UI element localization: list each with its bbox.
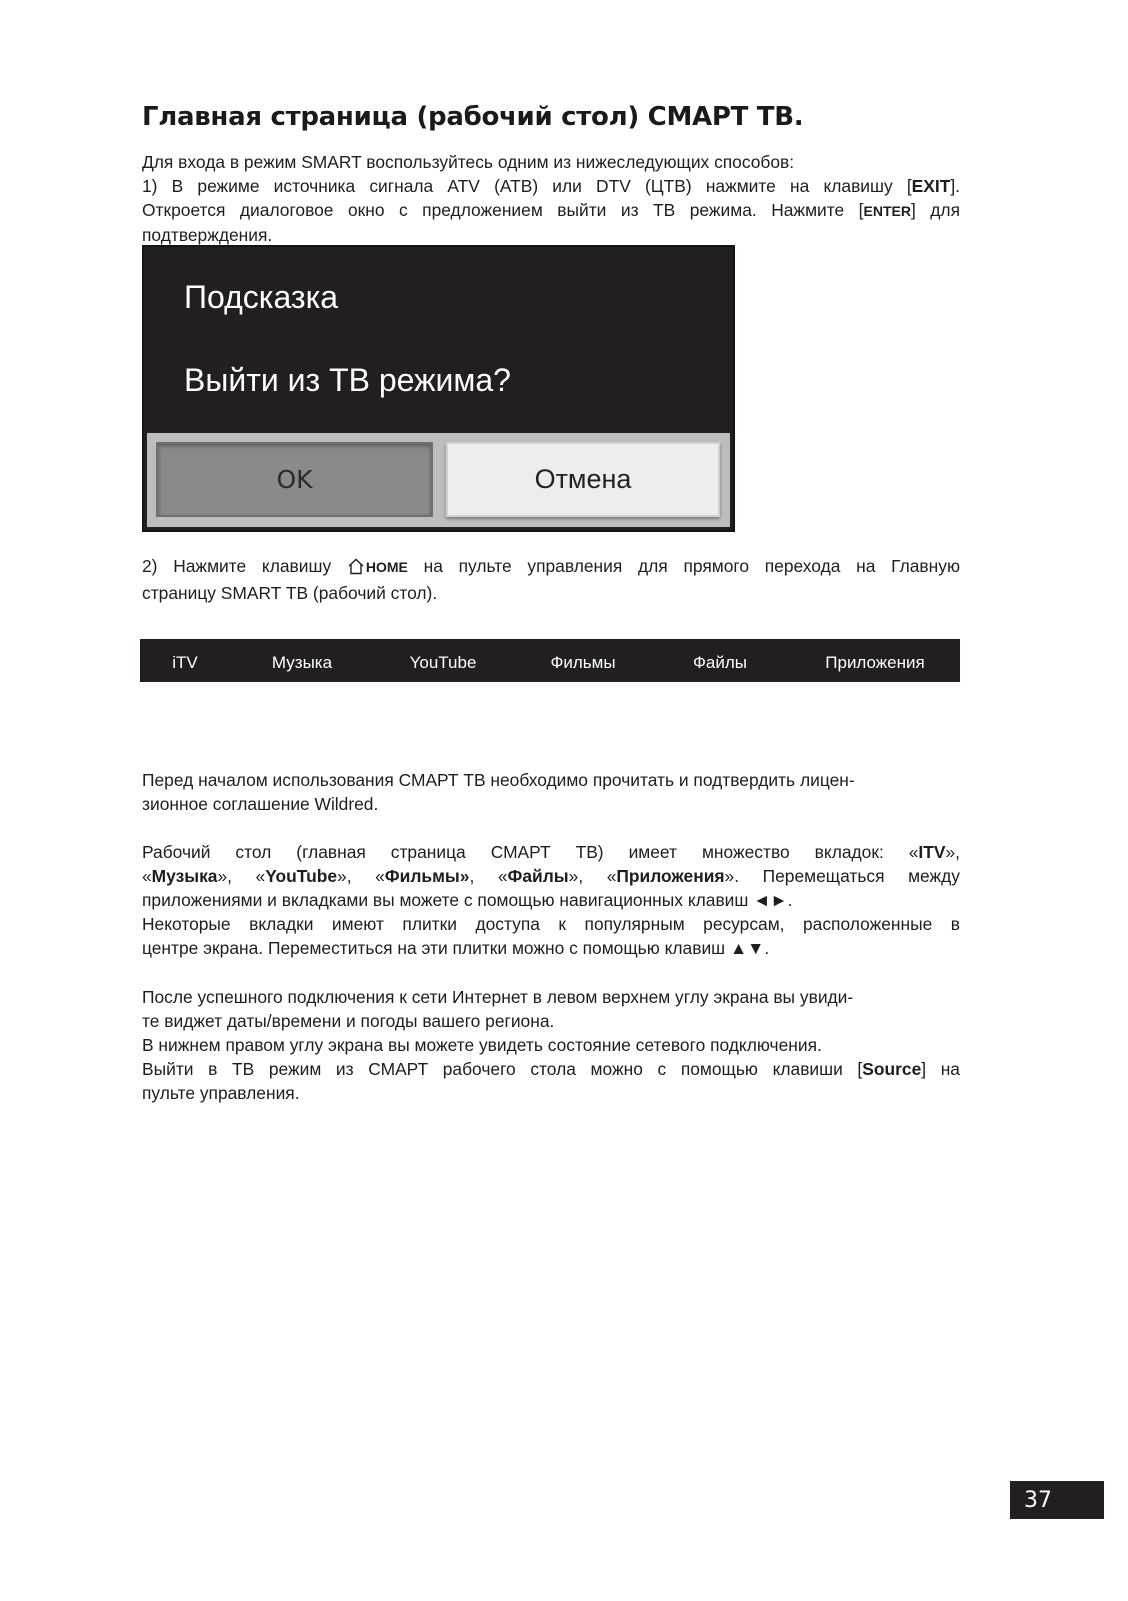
tab-music[interactable]: Музыка xyxy=(271,653,333,672)
tab-apps[interactable]: Приложения xyxy=(825,653,925,672)
intro-text xyxy=(142,150,960,247)
step-2-text xyxy=(142,554,960,605)
dialog-button-bar xyxy=(147,433,730,527)
smart-tv-tab-bar xyxy=(140,639,960,682)
network-paragraph: После успешного подключения к сети Интернет в левом верхнем углу экрана вы увиди- те виджет даты/времени и погоды вашего региона. В нижнем правом углу экрана вы можете увидеть состояние сетевого подключения. Выйти в ТВ режим из СМАРТ рабочего стола можно с помощью клавиши [Source] на пульте управления. xyxy=(142,987,960,1103)
home-icon xyxy=(347,557,365,581)
enter-key: ENTER xyxy=(863,203,911,219)
page-title: Главная страница (рабочий стол) СМАРТ ТВ. xyxy=(142,102,804,132)
cancel-button[interactable]: Отмена xyxy=(446,442,720,517)
step-1-line: 1) В режиме источника сигнала ATV (АТВ) или DTV (ЦТВ) нажмите на клавишу [EXIT]. xyxy=(142,176,960,196)
dialog-title: Подсказка xyxy=(184,279,339,315)
license-paragraph: Перед началом использования СМАРТ ТВ необходимо прочитать и подтвердить лицен- зионное соглашение Wildred. xyxy=(142,770,855,814)
page-number: 37 xyxy=(1010,1481,1104,1519)
intro-line: Для входа в режим SMART воспользуйтесь одним из нижеследующих способов: xyxy=(142,152,795,172)
step-2-line: 2) Нажмите клавишу HOME на пульте управления для прямого перехода на Главную xyxy=(142,554,960,581)
step-1-line: Откроется диалоговое окно с предложением выйти из ТВ режима. Нажмите [ENTER] для xyxy=(142,200,960,220)
tab-youtube[interactable]: YouTube xyxy=(409,653,477,672)
exit-key: EXIT xyxy=(911,176,951,196)
step-2-line: страницу SMART ТВ (рабочий стол). xyxy=(142,583,438,603)
exit-tv-dialog xyxy=(142,245,735,532)
ok-button[interactable]: OK xyxy=(156,442,433,517)
tab-movies[interactable]: Фильмы xyxy=(550,653,616,672)
step-1-line: подтверждения. xyxy=(142,225,273,245)
dialog-question: Выйти из ТВ режима? xyxy=(184,362,511,398)
tabs-paragraph: Рабочий стол (главная страница СМАРТ ТВ) имеет множество вкладок: «ITV», «Музыка», «YouTube», «Фильмы», «Файлы», «Приложения». Перемещаться между приложениями и вкладками вы можете с помощью навигационных клавиш ◄►. Некоторые вкладки имеют плитки доступа к популярным ресурсам, расположенные в центре экрана. Переместиться на эти плитки можно с помощью клавиш ▲▼. xyxy=(142,842,960,958)
tab-itv[interactable]: iTV xyxy=(172,653,198,672)
tab-files[interactable]: Файлы xyxy=(692,653,748,672)
home-key: HOME xyxy=(365,559,408,575)
source-key: Source xyxy=(862,1059,922,1079)
